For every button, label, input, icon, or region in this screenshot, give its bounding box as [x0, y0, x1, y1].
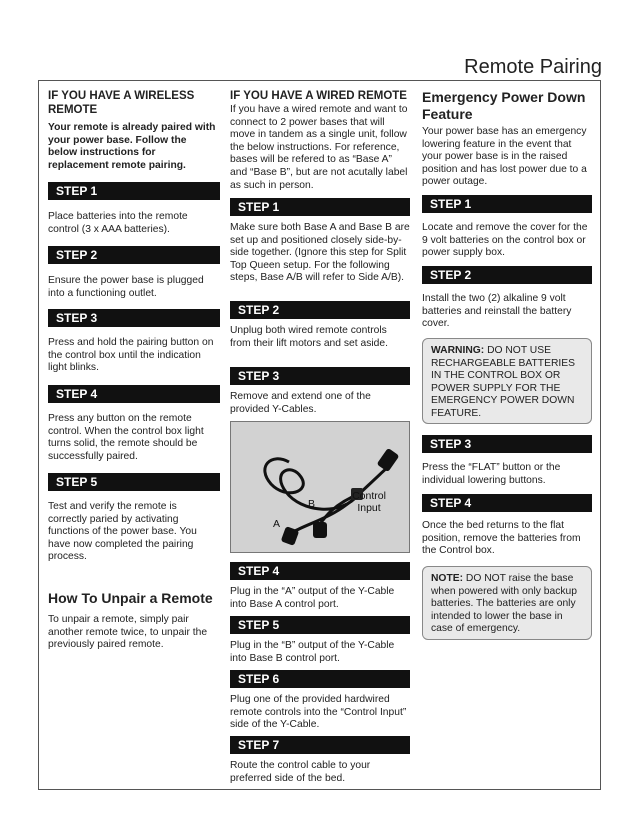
wired-step-4-text: Plug in the “A” output of the Y-Cable into Base A control port.: [230, 586, 395, 610]
instructions-frame: [38, 80, 601, 790]
wired-intro: If you have a wired remote and want to connect to 2 power bases that will move in tandem as a single unit, follow the below instructions. For reference, bases will be refered to as “Base A” and “Base B”, but are not acutally label as such in person.: [230, 104, 408, 191]
emergency-step-2-label: STEP 2: [422, 266, 592, 284]
wireless-step-4-label: STEP 4: [48, 385, 220, 403]
y-cable-illustration: [231, 422, 411, 554]
wireless-step-4-text: Press any button on the remote control. When the control box light turns solid, the remote should be successfully paired.: [48, 413, 204, 462]
wireless-intro: Your remote is already paired with your power base. Follow the below instructions for replacement remote pairing.: [48, 122, 216, 171]
emergency-step-3-label: STEP 3: [422, 435, 592, 453]
wireless-step-5-text: Test and verify the remote is correctly paried by activating functions of the power base. You have now completed the pairing process.: [48, 501, 197, 563]
warning-text: DO NOT USE RECHARGEABLE BATTERIES IN THE CONTROL BOX OR POWER SUPPLY FOR THE EMERGENCY POWER DOWN FEATURE.: [431, 345, 576, 419]
emergency-step-1-label: STEP 1: [422, 195, 592, 213]
wired-step-4-label: STEP 4: [230, 562, 410, 580]
wired-heading: IF YOU HAVE A WIRED REMOTE: [230, 90, 407, 102]
wireless-step-3-label: STEP 3: [48, 309, 220, 327]
wireless-step-1-text: Place batteries into the remote control (3 x AAA batteries).: [48, 211, 188, 235]
unpair-heading: How To Unpair a Remote: [48, 590, 213, 606]
wired-step-1-text: Make sure both Base A and Base B are set up and positioned closely side-by-side together. (Ignore this step for Split Top Queen setup. For the following steps, Base A/B will refer to Side A/B).: [230, 222, 410, 284]
cable-label-a: A: [273, 518, 281, 530]
emergency-step-4-label: STEP 4: [422, 494, 592, 512]
wired-step-2-label: STEP 2: [230, 301, 410, 319]
wireless-step-2-text: Ensure the power base is plugged into a functioning outlet.: [48, 275, 204, 299]
emergency-intro: Your power base has an emergency lowering feature in the event that your power base is in the raised position and has lost power due to a power outage.: [422, 126, 587, 188]
wireless-step-2-label: STEP 2: [48, 246, 220, 264]
emergency-step-1-text: Locate and remove the cover for the 9 volt batteries on the control box or power supply box.: [422, 222, 588, 259]
wireless-step-5-label: STEP 5: [48, 473, 220, 491]
emergency-step-3-text: Press the “FLAT” button or the individual lowering buttons.: [422, 462, 561, 486]
wired-step-7-label: STEP 7: [230, 736, 410, 754]
emergency-heading: Emergency Power Down Feature: [422, 89, 586, 122]
wired-step-6-label: STEP 6: [230, 670, 410, 688]
note-label: NOTE:: [431, 573, 464, 584]
warning-label: WARNING:: [431, 345, 485, 356]
page-title: Remote Pairing: [464, 56, 602, 78]
wired-step-6-text: Plug one of the provided hardwired remote controls into the “Control Input” side of the Y-Cable.: [230, 694, 407, 731]
wired-step-5-label: STEP 5: [230, 616, 410, 634]
note-text: DO NOT raise the base when powered with only backup batteries. The batteries are only intended to lower the base in case of emergency.: [431, 573, 577, 635]
wired-step-7-text: Route the control cable to your preferred side of the bed.: [230, 760, 371, 784]
unpair-text: To unpair a remote, simply pair another remote twice, to unpair the previously paired remote.: [48, 614, 208, 651]
wireless-step-1-label: STEP 1: [48, 182, 220, 200]
wired-step-3-text: Remove and extend one of the provided Y-Cables.: [230, 391, 371, 415]
wired-step-3-label: STEP 3: [230, 367, 410, 385]
wired-step-5-text: Plug in the “B” output of the Y-Cable into Base B control port.: [230, 640, 395, 664]
note-box: [422, 566, 592, 640]
emergency-step-4-text: Once the bed returns to the flat position, remove the batteries from the Control box.: [422, 520, 581, 557]
wireless-step-3-text: Press and hold the pairing button on the control box until the indication light blinks.: [48, 337, 214, 374]
wired-step-1-label: STEP 1: [230, 198, 410, 216]
warning-box: [422, 338, 592, 424]
cable-label-control-input: Control Input: [352, 490, 386, 514]
cable-label-b: B: [308, 498, 316, 510]
emergency-step-2-text: Install the two (2) alkaline 9 volt batteries and reinstall the battery cover.: [422, 293, 572, 330]
y-cable-photo: [230, 421, 410, 553]
wired-step-2-text: Unplug both wired remote controls from their lift motors and set aside.: [230, 325, 388, 349]
wireless-heading: IF YOU HAVE A WIRELESS REMOTE: [48, 90, 195, 116]
